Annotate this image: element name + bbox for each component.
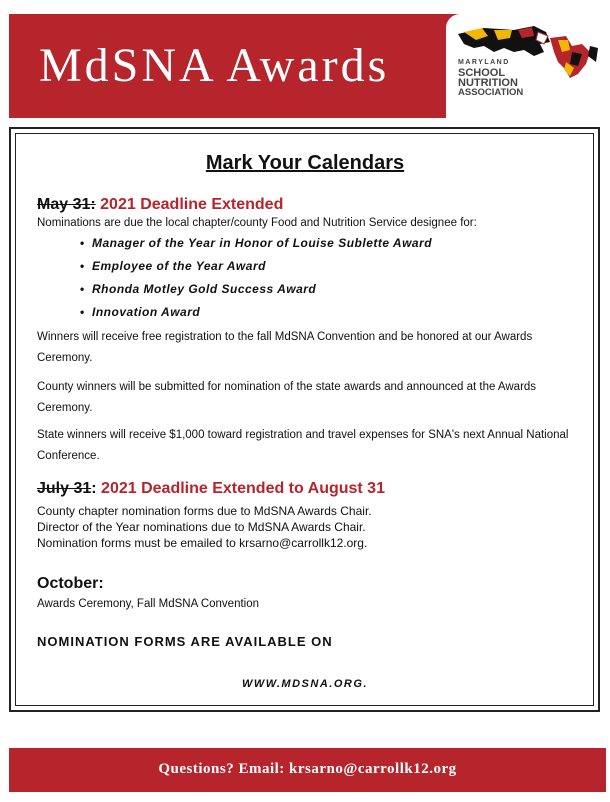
state-winners-paragraph: State winners will receive $1,000 toward registration and travel expenses for SNA's next Annual National Conference. [37,429,569,462]
calendar-heading: Mark Your Calendars [205,152,405,174]
may-deadline-note: 2021 Deadline Extended [100,196,284,213]
july-date: July 31 [37,480,92,497]
july-line: Director of the Year nominations due to MdSNA Awards Chair. [37,520,366,534]
october-section-title: October: [37,575,104,592]
county-winners-paragraph: County winners will be submitted for nomination of the state awards and announced at the Awards Ceremony. [37,381,537,414]
july-details [37,503,372,551]
award-item: • Innovation Award [80,305,432,328]
may-intro: Nominations are due the local chapter/county Food and Nutrition Service designee for: [37,217,477,229]
award-item: • Rhonda Motley Gold Success Award [80,282,432,305]
july-line: Nomination forms must be emailed to krsarno@carrollk12.org. [37,536,368,550]
october-text: Awards Ceremony, Fall MdSNA Convention [37,598,260,610]
logo-line-maryland: MARYLAND [458,59,510,66]
awards-list [80,236,432,328]
july-colon: : [91,480,97,497]
winners-paragraph: Winners will receive free registration to the fall MdSNA Convention and be honored at our Awards Ceremony. [37,331,533,364]
july-line: County chapter nomination forms due to MdSNA Awards Chair. [37,504,372,518]
logo-wordmark [458,58,523,98]
logo-line-school: SCHOOL [458,67,506,79]
may-date: May 31: [37,196,96,213]
logo-line-nutrition: NUTRITION [458,77,518,89]
association-logo [446,14,606,118]
logo-line-association: ASSOCIATION [458,87,524,98]
page-title: MdSNA Awards [39,39,390,92]
contact-email[interactable]: Questions? Email: krsarno@carrollk12.org [158,761,457,777]
award-item: • Manager of the Year in Honor of Louise Sublette Award [80,236,432,259]
website-link[interactable]: WWW.MDSNA.ORG. [242,678,368,690]
nomination-forms-notice: NOMINATION FORMS ARE AVAILABLE ON [37,634,333,649]
footer-banner [9,748,606,792]
july-section-title [37,480,385,498]
july-deadline-note: 2021 Deadline Extended to August 31 [101,480,385,497]
may-section-title [37,196,283,214]
award-item: • Employee of the Year Award [80,259,432,282]
